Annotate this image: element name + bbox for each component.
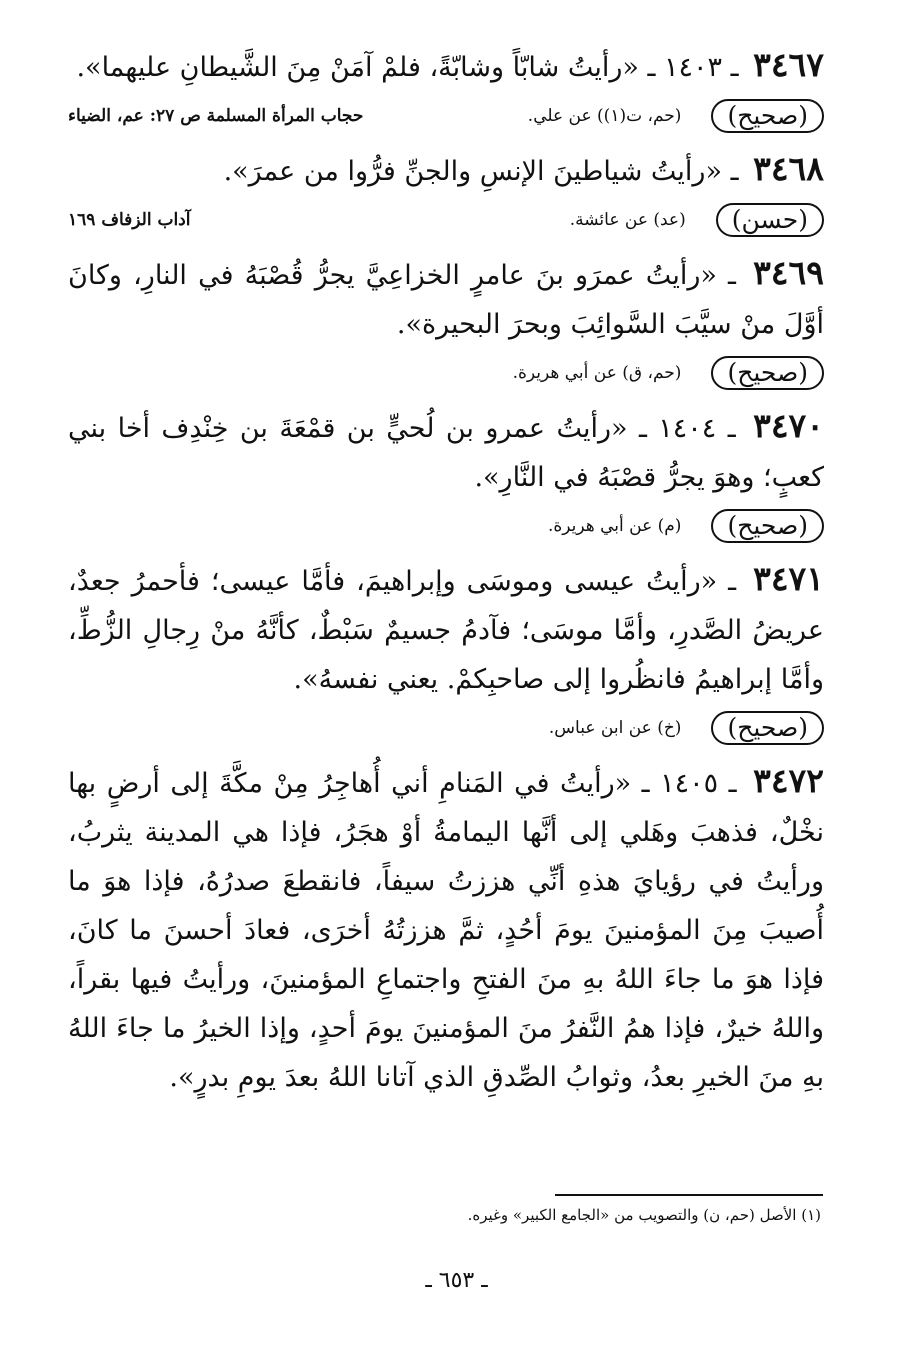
grade-row xyxy=(68,506,824,546)
grade-badge: (صحيح) xyxy=(711,509,824,543)
grade-badge: (صحيح) xyxy=(711,356,824,390)
hadith-text: ـ «رأيتُ عمرَو بنَ عامرٍ الخزاعِيَّ يجرُّ قُصْبَهُ في النارِ، وكانَ أوَّلَ منْ سيَّبَ السَّوائِبَ وبحرَ البحيرة». xyxy=(68,260,824,340)
hadith-number: ٣٤٦٩ xyxy=(753,253,824,292)
hadith-source: (حم، ت(١)) عن علي. xyxy=(527,106,682,126)
hadith-number: ٣٤٧١ xyxy=(753,559,824,598)
hadith-text: ـ ١٤٠٣ ـ «رأيتُ شابّاً وشابّةً، فلمْ آمَنْ مِنَ الشَّيطانِ عليهما». xyxy=(76,52,739,83)
hadith-source: (عد) عن عائشة. xyxy=(569,210,686,230)
grade-row xyxy=(68,353,824,393)
hadith-text-block xyxy=(68,756,824,1102)
hadith-entry xyxy=(68,40,824,136)
hadith-text: ـ «رأيتُ عيسى وموسَى وإبراهيمَ، فأمَّا عيسى؛ فأحمرُ جعدٌ، عريضُ الصَّدرِ، وأمَّا موسَى؛ فآدمُ جسيمٌ سَبْطٌ، كأنَّهُ منْ رِجالِ الزُّطِّ، وأمَّا إبراهيمُ فانظُروا إلى صاحبِكمْ. يعني نفسهُ». xyxy=(68,566,824,695)
hadith-entry xyxy=(68,554,824,748)
hadith-text-block xyxy=(68,248,824,349)
hadith-number: ٣٤٦٧ xyxy=(753,45,824,84)
grade-badge: (صحيح) xyxy=(711,711,824,745)
hadith-source: (خ) عن ابن عباس. xyxy=(548,718,682,738)
grade-badge: (صحيح) xyxy=(711,99,824,133)
hadith-text-block xyxy=(68,554,824,704)
hadith-entry xyxy=(68,401,824,546)
hadith-source: (حم، ق) عن أبي هريرة. xyxy=(512,363,682,383)
hadith-reference: حجاب المرأة المسلمة ص ٢٧: عم، الضياء xyxy=(68,106,364,126)
grade-row xyxy=(68,200,824,240)
grade-row xyxy=(68,96,824,136)
hadith-text-block xyxy=(68,40,824,92)
page-number: ـ ٦٥٣ ـ xyxy=(425,1268,488,1293)
hadith-entry xyxy=(68,756,824,1102)
grade-row xyxy=(68,708,824,748)
hadith-text: ـ ١٤٠٤ ـ «رأيتُ عمرو بن لُحيٍّ بن قمْعَةَ بن خِنْدِف أخا بني كعبٍ؛ وهوَ يجرُّ قصْبَهُ في النَّارِ». xyxy=(68,413,824,493)
hadith-source: (م) عن أبي هريرة. xyxy=(547,516,682,536)
hadith-text: ـ ١٤٠٥ ـ «رأيتُ في المَنامِ أني أُهاجِرُ مِنْ مكَّةَ إلى أرضٍ بها نخْلٌ، فذهبَ وهَلي إلى أنَّها اليمامةُ أوْ هجَرُ، فإذا هي المدينة يثربُ، ورأيتُ في رؤيايَ هذهِ أنِّي هززتُ سيفاً، فانقطعَ صدرُهُ، فإذا هوَ ما أُصيبَ مِنَ المؤمنينَ يومَ أحُدٍ، ثمَّ هززتُهُ أخرَى، فعادَ أحسنَ ما كانَ، فإذا هوَ ما جاءَ اللهُ بهِ منَ الفتحِ واجتماعِ المؤمنينَ، ورأيتُ فيها بقراً، واللهُ خيرٌ، فإذا همُ النَّفرُ منَ المؤمنينَ يومَ أحدٍ، وإذا الخيرُ ما جاءَ اللهُ بهِ منَ الخيرِ بعدُ، وثوابُ الصِّدقِ الذي آتانا اللهُ بعدَ يومِ بدرٍ». xyxy=(68,768,824,1093)
footnote: (١) الأصل (حم، ن) والتصويب من «الجامع الكبير» وغيره. xyxy=(467,1206,821,1224)
hadith-number: ٣٤٧٠ xyxy=(753,406,824,445)
hadith-text-block xyxy=(68,144,824,196)
hadith-text: ـ «رأيتُ شياطينَ الإنسِ والجنِّ فرُّوا من عمرَ». xyxy=(223,156,739,187)
footnote-divider xyxy=(555,1194,823,1196)
hadith-number: ٣٤٦٨ xyxy=(753,149,824,188)
hadith-text-block xyxy=(68,401,824,502)
page-body xyxy=(68,40,824,1102)
hadith-entry xyxy=(68,248,824,393)
hadith-number: ٣٤٧٢ xyxy=(753,761,824,800)
grade-badge: (حسن) xyxy=(716,203,824,237)
hadith-reference: آداب الزفاف ١٦٩ xyxy=(68,210,191,230)
hadith-entry xyxy=(68,144,824,240)
